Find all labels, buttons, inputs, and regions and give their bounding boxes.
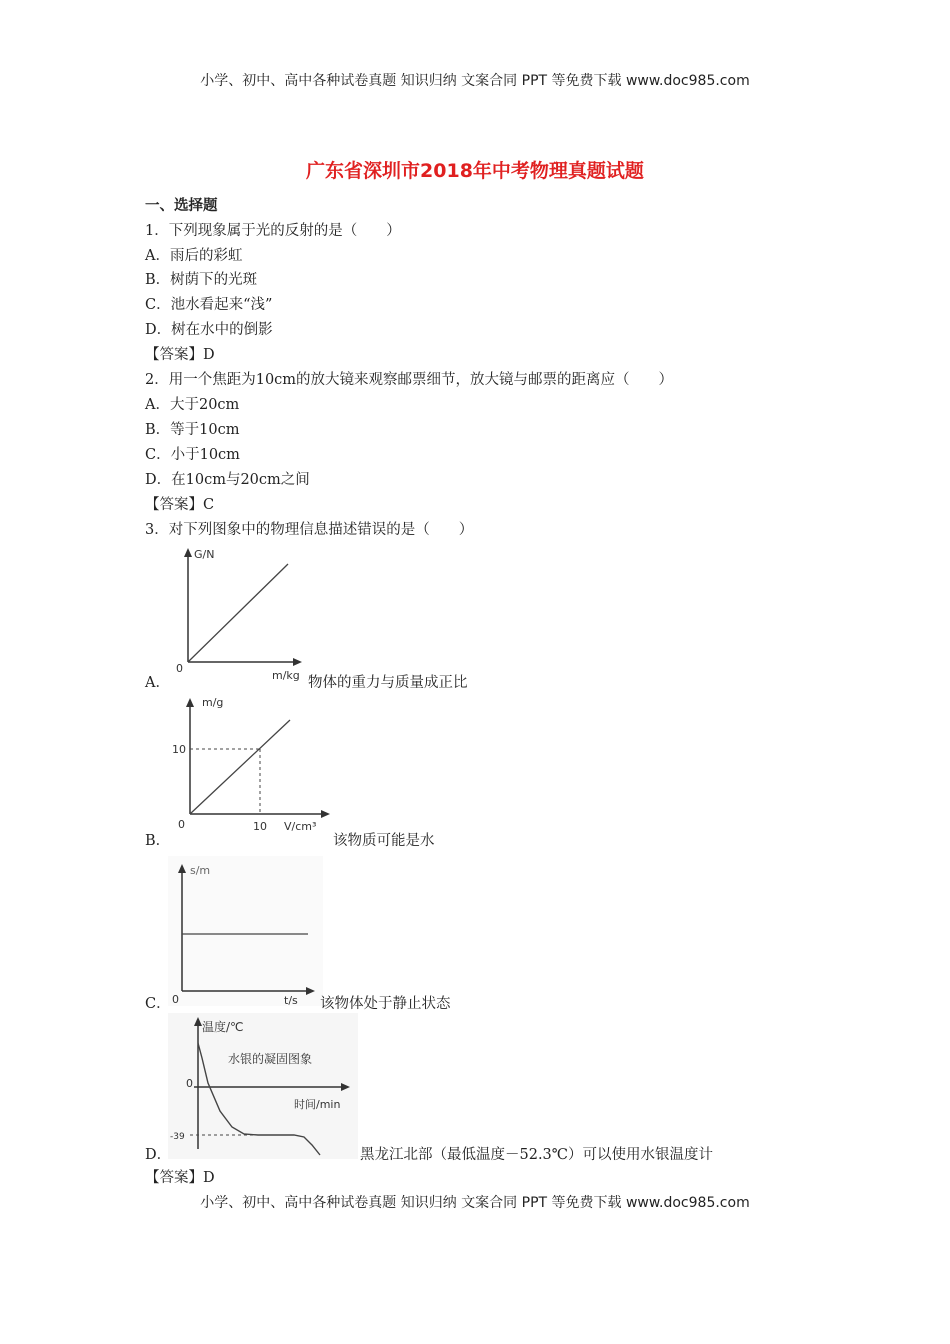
page-title: 广东省深圳市2018年中考物理真题试题 [306,160,644,182]
graph-b-origin: 0 [178,818,185,831]
graph-b [168,692,333,837]
q3-c-letter: C． [145,996,171,1012]
graph-b-ylabel: m/g [202,696,224,709]
graph-d-tick: -39 [170,1132,185,1142]
graph-d [168,1013,358,1159]
graph-a-line [188,564,288,662]
q2-stem: 2．用一个焦距为10cm的放大镜来观察邮票细节，放大镜与邮票的距离应（ ） [145,372,674,388]
graph-c-origin: 0 [172,993,179,1006]
graph-b-line [190,720,290,814]
page-footer: 小学、初中、高中各种试卷真题 知识归纳 文案合同 PPT 等免费下载 www.doc985.com [200,1195,750,1211]
q3-stem: 3．对下列图象中的物理信息描述错误的是（ ） [145,522,474,538]
section-heading: 一、选择题 [145,198,218,214]
q3-answer: 【答案】D [145,1170,215,1186]
q3-a-text: 物体的重力与质量成正比 [308,675,468,691]
graph-c-scan-bg [168,856,323,1006]
graph-d-xlabel: 时间/min [294,1098,341,1111]
graph-b-ytick: 10 [172,743,186,756]
q3-a-letter: A． [145,675,170,691]
q1-stem: 1．下列现象属于光的反射的是（ ） [145,223,401,239]
graph-c [168,856,323,1006]
q1-option-b: B．树荫下的光斑 [145,272,258,288]
q1-option-c: C．池水看起来“浅” [145,297,273,313]
graph-d-zero: 0 [186,1077,193,1090]
q3-d-text: 黑龙江北部（最低温度－52.3℃）可以使用水银温度计 [360,1147,714,1163]
q1-answer: 【答案】D [145,347,215,363]
graph-d-ylabel: 温度/℃ [202,1020,244,1034]
q1-option-d: D．树在水中的倒影 [145,322,273,338]
page-header: 小学、初中、高中各种试卷真题 知识归纳 文案合同 PPT 等免费下载 www.doc985.com [200,73,750,89]
graph-a-origin: 0 [176,662,183,675]
q3-b-text: 该物质可能是水 [333,833,435,849]
q2-option-a: A．大于20cm [145,397,240,413]
graph-a [168,542,308,682]
graph-c-ylabel: s/m [190,864,211,877]
q2-option-d: D．在10cm与20cm之间 [145,472,310,488]
q1-option-a: A．雨后的彩虹 [145,248,243,264]
graph-b-xtick: 10 [253,820,267,833]
q2-option-b: B．等于10cm [145,422,240,438]
graph-b-xlabel: V/cm³ [284,820,317,833]
q3-d-letter: D． [145,1147,172,1163]
q2-option-c: C．小于10cm [145,447,240,463]
q3-c-text: 该物体处于静止状态 [320,996,451,1012]
q3-b-letter: B． [145,833,171,849]
graph-c-xlabel: t/s [284,994,298,1006]
graph-d-curve-label: 水银的凝固图象 [228,1052,313,1066]
graph-a-ylabel: G/N [194,548,215,561]
graph-d-scan-bg [168,1013,358,1159]
q2-answer: 【答案】C [145,497,215,513]
graph-a-xlabel: m/kg [272,669,300,682]
